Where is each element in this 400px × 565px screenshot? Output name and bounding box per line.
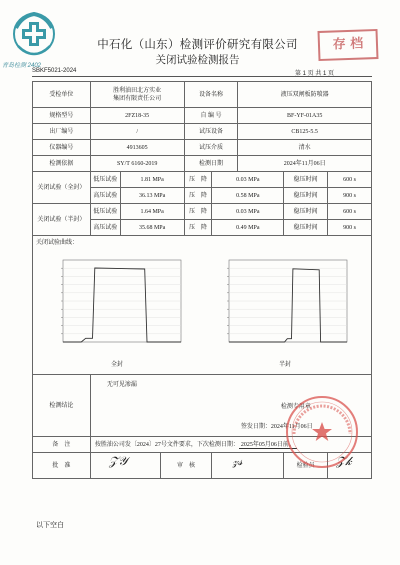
org-name: 中石化（山东）检测评价研究有限公司 bbox=[97, 37, 298, 51]
review-signature: 𝓏𝓈 bbox=[232, 454, 243, 468]
pressure-series-line bbox=[229, 269, 347, 342]
remarks-text: 按胜油公司发〔2024〕27号文件要求，下次检测日期： bbox=[94, 441, 239, 448]
hold-label: 稳压时间 bbox=[284, 188, 328, 204]
date-value: 2024年11月06日 bbox=[238, 156, 372, 172]
drop-label: 压 降 bbox=[184, 220, 212, 236]
hold-value: 900 s bbox=[328, 188, 372, 204]
self-no-value: BF-YF-01A35 bbox=[238, 108, 372, 124]
high-label: 高压试验 bbox=[90, 220, 120, 236]
tester-label: 检验员 bbox=[284, 453, 328, 479]
high-label: 高压试验 bbox=[90, 188, 120, 204]
self-no-label: 自 编 号 bbox=[184, 108, 238, 124]
client-value: 胜利油田北方实业 集团有限责任公司 bbox=[90, 82, 184, 108]
drop-value: 0.49 MPa bbox=[212, 220, 284, 236]
device-name-label: 设备名称 bbox=[184, 82, 238, 108]
drop-label: 压 降 bbox=[184, 204, 212, 220]
seal-label: 检测专用章 bbox=[280, 404, 311, 410]
curve-section-label: 关闭试验曲线： bbox=[36, 240, 79, 246]
conclusion-label: 检测结论 bbox=[33, 375, 91, 437]
full-seal-caption: 全封 bbox=[111, 362, 124, 368]
end-note: 以下空白 bbox=[36, 521, 64, 529]
hold-label: 稳压时间 bbox=[284, 204, 328, 220]
pressure-value: 1.81 MPa bbox=[120, 172, 184, 188]
date-label: 检测日期 bbox=[184, 156, 238, 172]
page-number: 第 1 页 共 1 页 bbox=[295, 71, 335, 77]
device-name-value: 液压双闸板防喷器 bbox=[238, 82, 372, 108]
hold-value: 600 s bbox=[328, 172, 372, 188]
basis-value: SY/T 6160-2019 bbox=[90, 156, 184, 172]
pressure-device-label: 试压设备 bbox=[184, 124, 238, 140]
pressure-value: 36.13 MPa bbox=[120, 188, 184, 204]
pressure-value: 35.68 MPa bbox=[120, 220, 184, 236]
pressure-value: 1.64 MPa bbox=[120, 204, 184, 220]
approve-signature-cell bbox=[90, 453, 160, 479]
approve-signature: 𝒵𝒴 bbox=[108, 454, 128, 468]
half-seal-caption: 半封 bbox=[279, 362, 292, 368]
pressure-series-line bbox=[63, 268, 181, 342]
hold-value: 600 s bbox=[328, 204, 372, 220]
logo-caption: 青岛检测 2402 bbox=[2, 63, 42, 69]
half-seal-group: 关闭试验（半封） bbox=[33, 204, 91, 236]
instrument-no-label: 仪器编号 bbox=[33, 140, 91, 156]
official-seal bbox=[284, 394, 360, 470]
review-signature-cell bbox=[212, 453, 284, 479]
remarks-label: 备 注 bbox=[33, 437, 91, 453]
client-label: 受检单位 bbox=[33, 82, 91, 108]
low-label: 低压试验 bbox=[90, 172, 120, 188]
hold-label: 稳压时间 bbox=[284, 220, 328, 236]
company-logo bbox=[8, 10, 60, 62]
conclusion-text: 无可见渗漏 bbox=[106, 382, 137, 388]
next-inspection-date: 2025年05月06日前。 bbox=[240, 441, 295, 448]
drop-value: 0.58 MPa bbox=[212, 188, 284, 204]
basis-label: 检测依据 bbox=[33, 156, 91, 172]
half-seal-chart bbox=[209, 252, 359, 356]
hold-label: 稳压时间 bbox=[284, 172, 328, 188]
spec-value: 2FZ18-35 bbox=[90, 108, 184, 124]
factory-no-value: / bbox=[90, 124, 184, 140]
hold-value: 900 s bbox=[328, 220, 372, 236]
curve-section bbox=[33, 236, 372, 375]
approve-label: 批 准 bbox=[33, 453, 91, 479]
medium-label: 试压介质 bbox=[184, 140, 238, 156]
review-label: 审 核 bbox=[160, 453, 212, 479]
header-divider bbox=[32, 76, 372, 77]
pressure-device-value: CB125-5.5 bbox=[238, 124, 372, 140]
full-seal-group: 关闭试验（全封） bbox=[33, 172, 91, 204]
sign-date: 签发日期：2024年11月06日 bbox=[240, 424, 313, 430]
spec-label: 规格型号 bbox=[33, 108, 91, 124]
archive-stamp: 存 档 bbox=[317, 29, 378, 61]
full-seal-chart bbox=[43, 252, 193, 356]
doc-number: SBKF5021-2024 bbox=[32, 68, 77, 74]
drop-label: 压 降 bbox=[184, 188, 212, 204]
tester-signature: 𝒵𝓀 bbox=[336, 454, 352, 468]
drop-value: 0.03 MPa bbox=[212, 172, 284, 188]
drop-value: 0.03 MPa bbox=[212, 204, 284, 220]
medium-value: 清水 bbox=[238, 140, 372, 156]
low-label: 低压试验 bbox=[90, 204, 120, 220]
drop-label: 压 降 bbox=[184, 172, 212, 188]
factory-no-label: 出厂编号 bbox=[33, 124, 91, 140]
report-title: 关闭试验检测报告 bbox=[155, 54, 240, 66]
instrument-no-value: 4913605 bbox=[90, 140, 184, 156]
